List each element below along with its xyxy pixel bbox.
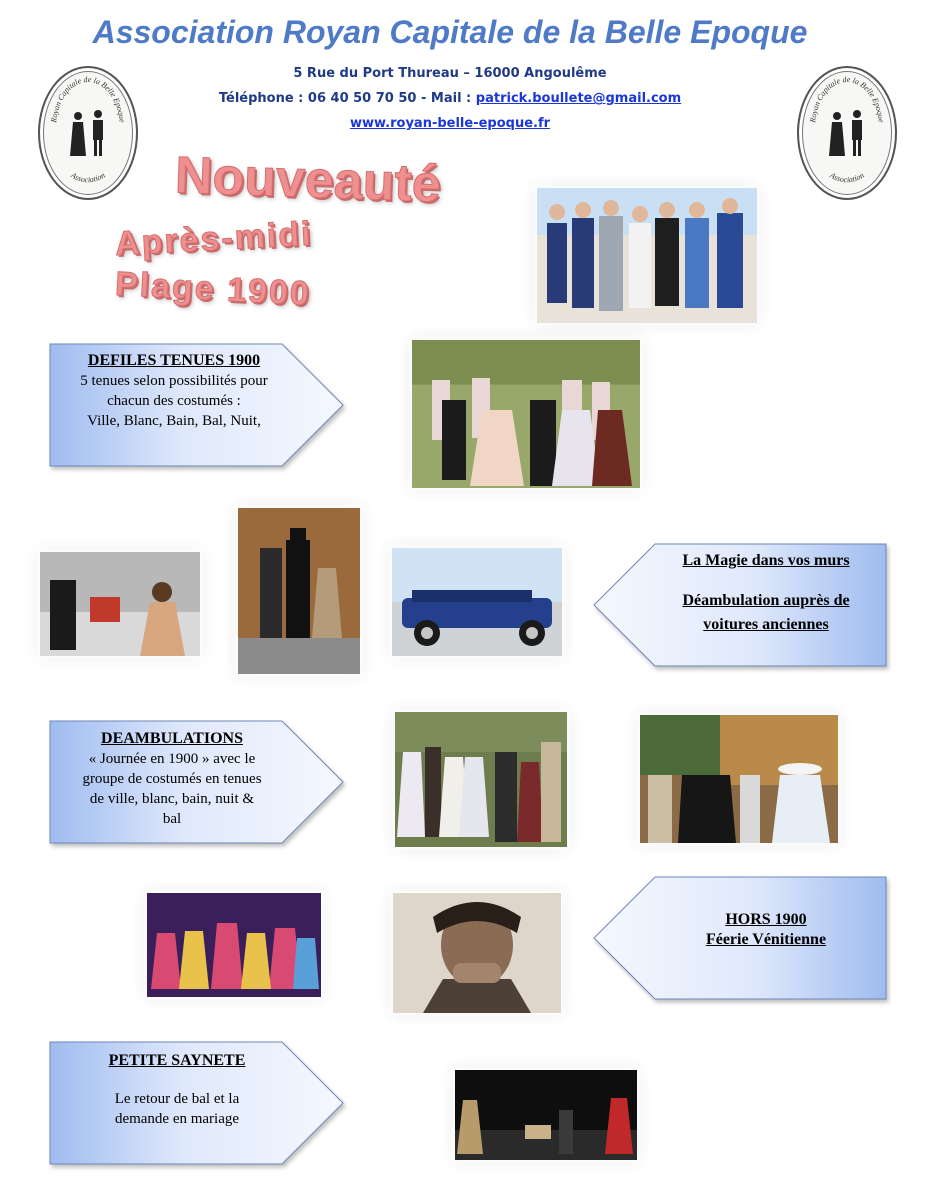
magie-heading: La Magie dans vos murs [682, 552, 850, 569]
deambulations-line-1: « Journée en 1900 » avec le [88, 751, 256, 767]
promo-nouveaute: Nouveauté [174, 146, 442, 214]
logo-arc-text: Royan Capitale de la Belle Epoque [808, 74, 886, 123]
deambulation-voitures-line-2: voitures anciennes [703, 616, 829, 633]
magie-text [648, 551, 884, 637]
deambulations-line-3: de ville, blanc, bain, nuit & [89, 791, 255, 807]
hors-heading: HORS 1900 [725, 911, 807, 928]
saynete-heading: PETITE SAYNETE [108, 1052, 246, 1069]
defiles-line-3: Ville, Blanc, Bain, Bal, Nuit, [87, 413, 261, 429]
hors-text [648, 910, 884, 950]
website-link[interactable]: www.royan-belle-epoque.fr [349, 116, 551, 131]
promo-plage: Plage 1900 [114, 264, 312, 314]
logo-bottom-text: Association [69, 170, 107, 185]
defiles-text [52, 351, 296, 431]
promo-apres-midi: Après-midi [114, 214, 314, 264]
logo-arc-text: Royan Capitale de la Belle Epoque [49, 74, 127, 123]
hors-subheading: Féerie Vénitienne [705, 931, 827, 948]
saynete-line-1: Le retour de bal et la [114, 1091, 240, 1107]
saynete-line-2: demande en mariage [114, 1111, 240, 1127]
deambulations-text [52, 729, 292, 829]
deambulations-line-4: bal [162, 811, 182, 827]
deambulation-voitures-line-1: Déambulation auprès de [682, 592, 850, 609]
logo-bottom-text: Association [828, 170, 866, 185]
phone-text: Téléphone : 06 40 50 70 50 - Mail : [218, 91, 476, 106]
email-link[interactable]: patrick.boullete@gmail.com [475, 91, 682, 106]
deambulations-heading: DEAMBULATIONS [101, 730, 243, 747]
defiles-line-1: 5 tenues selon possibilités pour [80, 373, 268, 389]
defiles-heading: DEFILES TENUES 1900 [87, 352, 261, 369]
defiles-line-2: chacun des costumés : [107, 393, 241, 409]
deambulations-line-2: groupe de costumés en tenues [82, 771, 262, 787]
page-title: Association Royan Capitale de la Belle Epoque [92, 14, 808, 50]
saynete-text [52, 1051, 302, 1129]
address: 5 Rue du Port Thureau – 16000 Angoulême [293, 66, 607, 81]
